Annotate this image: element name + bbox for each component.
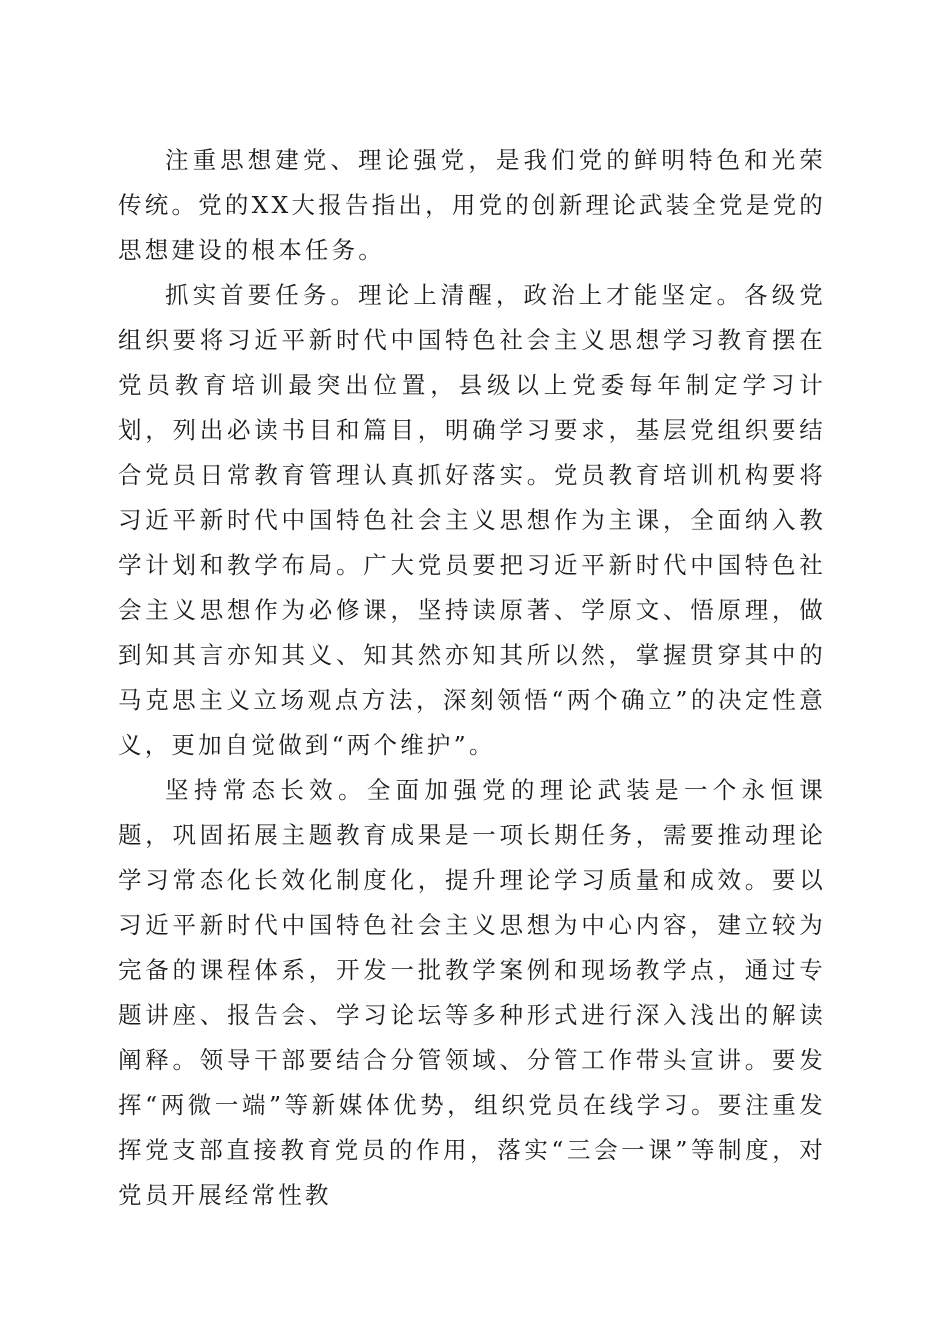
document-body <box>118 138 826 1218</box>
paragraph-long-term: 坚持常态长效。全面加强党的理论武装是一个永恒课题，巩固拓展主题教育成果是一项长期任务，需要推动理论学习常态化长效化制度化，提升理论学习质量和成效。要以习近平新时代中国特色社会主义思想为中心内容，建立较为完备的课程体系，开发一批教学案例和现场教学点，通过专题讲座、报告会、学习论坛等多种形式进行深入浅出的解读阐释。领导干部要结合分管领域、分管工作带头宣讲。要发挥“两微一端”等新媒体优势，组织党员在线学习。要注重发挥党支部直接教育党员的作用，落实“三会一课”等制度，对党员开展经常性教 <box>118 776 826 1209</box>
paragraph-core-task: 抓实首要任务。理论上清醒，政治上才能坚定。各级党组织要将习近平新时代中国特色社会主义思想学习教育摆在党员教育培训最突出位置，县级以上党委每年制定学习计划，列出必读书目和篇目，明确学习要求，基层党组织要结合党员日常教育管理认真抓好落实。党员教育培训机构要将习近平新时代中国特色社会主义思想作为主课，全面纳入教学计划和教学布局。广大党员要把习近平新时代中国特色社会主义思想作为必修课，坚持读原著、学原文、悟原理，做到知其言亦知其义、知其然亦知其所以然，掌握贯穿其中的马克思主义立场观点方法，深刻领悟“两个确立”的决定性意义，更加自觉做到“两个维护”。 <box>118 281 826 759</box>
paragraph-intro: 注重思想建党、理论强党，是我们党的鲜明特色和光荣传统。党的XX大报告指出，用党的创新理论武装全党是党的思想建设的根本任务。 <box>118 146 826 264</box>
